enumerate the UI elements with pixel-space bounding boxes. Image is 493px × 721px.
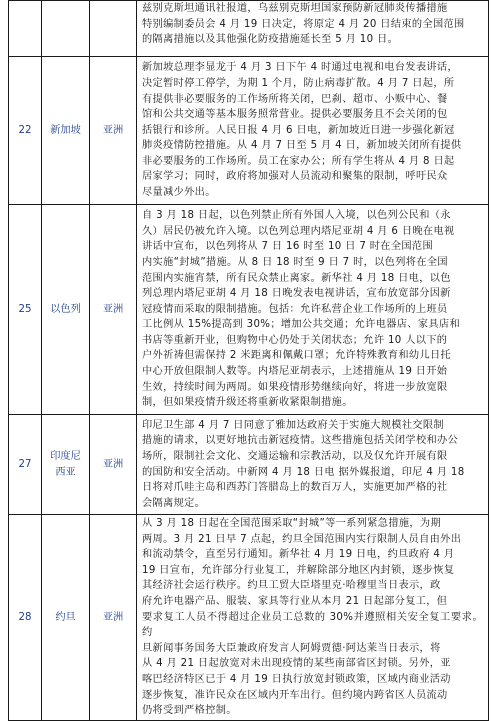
measures-line: 列总理内塔尼亚胡 4 月 18 日晚发表电视讲话，宣布放宽部分因新 bbox=[142, 288, 451, 300]
measures-line: 户外祈祷但需保持 2 米距离和佩戴口罩；允许特殊教育和幼儿日托 bbox=[142, 350, 452, 362]
row-number-cell: 28 bbox=[9, 515, 42, 721]
measures-line: 府允许电器产品、服装、家具等行业从本月 21 日起部分复工，但 bbox=[142, 595, 448, 607]
measures-line: 有提供非必要服务的工作场所将关闭，巴刹、超市、小贩中心、餐 bbox=[142, 93, 448, 105]
measures-line: 制，但如果疫情升级还将重新收紧限制措施。 bbox=[142, 397, 353, 409]
measures-line: 的隔离措施以及其他强化防疫措施延长至 5 月 10 日。 bbox=[142, 34, 399, 46]
measures-line: 场所，限制社会文化、交通运输和宗教活动，以及仅允许开展有限 bbox=[142, 450, 448, 462]
measures-cell bbox=[137, 57, 489, 205]
measures-line: 新加坡总理李显龙于 4 月 3 日下午 4 时通过电视和电台发表讲话， bbox=[142, 62, 458, 74]
measures-line: 日将对爪哇主岛和西苏门答腊岛上的数百万人，实施更加严格的社 bbox=[142, 482, 448, 494]
measures-line: 肺炎疫情防控措施。从 4 月 7 日至 5 月 4 日，新加坡关闭所有提供 bbox=[142, 140, 462, 152]
measures-cell bbox=[137, 515, 489, 721]
table-row bbox=[9, 57, 489, 205]
measures-line: 的国防和安全活动。中新网 4 月 18 日电 据外媒报道，印尼 4 月 18 bbox=[142, 466, 465, 478]
measures-line: 仍将受到严格控制。 bbox=[142, 705, 237, 717]
row-number-cell: 27 bbox=[9, 415, 42, 515]
country-cell: 以色列 bbox=[42, 205, 90, 415]
measures-line: 和流动禁令，直至另行通知。新华社 4 月 19 日电，约旦政府 4 月 bbox=[142, 549, 455, 561]
measures-line: 从 3 月 18 日起在全国范围采取“封城”等一系列紧急措施，为期 bbox=[142, 518, 442, 529]
measures-line: 范围内实施宵禁，所有民众禁止离家。新华社 4 月 18 日电，以色 bbox=[142, 272, 451, 284]
measures-cell bbox=[137, 415, 489, 515]
measures-line: 生效，持续时间为两周。如果疫情形势继续向好，将进一步放宽限 bbox=[142, 381, 448, 393]
row-number-cell: 25 bbox=[9, 205, 42, 415]
measures-line: 喀巴经济特区已于 4 月 19 日执行放宽封锁政策，区域内商业活动 bbox=[142, 673, 451, 685]
measures-line: 19 日宣布，允许部分行业复工，并解除部分地区内封锁，逐步恢复 bbox=[142, 564, 455, 576]
measures-line: 工比例从 15%提高到 30%；增加公共交通；允许电器店、家具店和 bbox=[142, 319, 460, 331]
measures-line: 决定暂时停工停学，为期 1 个月，防止病毒扩散。4 月 7 日起，所 bbox=[142, 77, 455, 89]
row-number-cell bbox=[9, 1, 42, 57]
measures-line: 中心开放但限制人数等。内塔尼亚胡表示，上述措施从 19 日开始 bbox=[142, 366, 448, 378]
measures-cell bbox=[137, 1, 489, 57]
region-cell: 亚洲 bbox=[90, 515, 137, 721]
region-cell bbox=[90, 1, 137, 57]
country-cell: 新加坡 bbox=[42, 57, 90, 205]
row-number-cell: 22 bbox=[9, 57, 42, 205]
measures-line: 内实施“封城”措施。从 8 日 18 时至 9 日 7 时，以色列将在全国 bbox=[142, 256, 448, 268]
region-cell: 亚洲 bbox=[90, 205, 137, 415]
measures-line: 要求复工人员不得超过企业员工总数的 30%并遵照相关安全复工要求。约 bbox=[142, 611, 483, 639]
measures-line: 居家学习；同时，政府将加强对人员流动和聚集的限制，呼吁民众 bbox=[142, 171, 448, 183]
table-row bbox=[9, 1, 489, 57]
measures-line: 久）居民仍被允许入境。以色列总理内塔尼亚胡 4 月 6 日晚在电视 bbox=[142, 225, 455, 237]
country-cell bbox=[42, 1, 90, 57]
measures-cell bbox=[137, 205, 489, 415]
measures-line: 会隔离规定。 bbox=[142, 497, 206, 509]
country-name-line: 西亚 bbox=[55, 466, 76, 478]
measures-line: 逐步恢复，准许民众在区域内开车出行。但约境内跨省区人员流动 bbox=[142, 689, 448, 701]
table-row bbox=[9, 515, 489, 721]
measures-line: 尽量减少外出。 bbox=[142, 187, 216, 199]
measures-line: 讲话中宣布，以色列将从 7 日 16 时至 10 日 7 时在全国范围 bbox=[142, 241, 433, 253]
country-cell bbox=[42, 415, 90, 515]
country-cell: 约旦 bbox=[42, 515, 90, 721]
policy-table bbox=[8, 0, 489, 721]
measures-line: 自 3 月 18 日起，以色列禁止所有外国人入境，以色列公民和（永 bbox=[142, 210, 451, 222]
measures-line: 书店等重新开业，但购物中心仍处于关闭状态；允许 10 人以下的 bbox=[142, 334, 448, 346]
measures-line: 印尼卫生部 4 月 7 日同意了雅加达政府关于实施大规模社交限制 bbox=[142, 419, 444, 431]
measures-line: 措施的请求，以更好地抗击新冠疫情。这些措施包括关闭学校和办公 bbox=[142, 435, 459, 447]
measures-line: 馆和公共交通等基本服务照常营业。提供必要服务且不会关闭的包 bbox=[142, 109, 448, 121]
measures-line: 冠疫情而采取的限制措施。包括：允许私营企业工作场所的上班员 bbox=[142, 303, 448, 315]
region-cell: 亚洲 bbox=[90, 415, 137, 515]
table-row bbox=[9, 205, 489, 415]
region-cell: 亚洲 bbox=[90, 57, 137, 205]
measures-line: 非必要服务的工作场所。员工在家办公；所有学生将从 4 月 8 日起 bbox=[142, 155, 455, 167]
measures-line: 从 4 月 21 日起放宽对未出现疫情的某些南部省区封锁。另外，亚 bbox=[142, 658, 451, 670]
measures-line: 旦新闻事务国务大臣兼政府发言人阿姆贾德·阿达莱当日表示，将 bbox=[142, 642, 441, 654]
table-row bbox=[9, 415, 489, 515]
country-name-line: 印度尼 bbox=[50, 450, 81, 462]
measures-line: 特别编制委员会 4 月 19 日决定，将原定 4 月 20 日结束的全国范围 bbox=[142, 18, 465, 30]
measures-line: 兹别克斯坦通讯社报道，乌兹别克斯坦国家预防新冠肺炎传播措施 bbox=[142, 3, 448, 14]
measures-line: 括银行和诊所。人民日报 4 月 6 日电，新加坡近日进一步强化新冠 bbox=[142, 124, 455, 136]
measures-line: 两周。3 月 21 日早 7 点起，约旦全国范围内实行限制人员自由外出 bbox=[142, 533, 462, 545]
measures-line: 其经济社会运行秩序。约旦工贸大臣塔里克·哈穆里当日表示，政 bbox=[142, 580, 441, 592]
